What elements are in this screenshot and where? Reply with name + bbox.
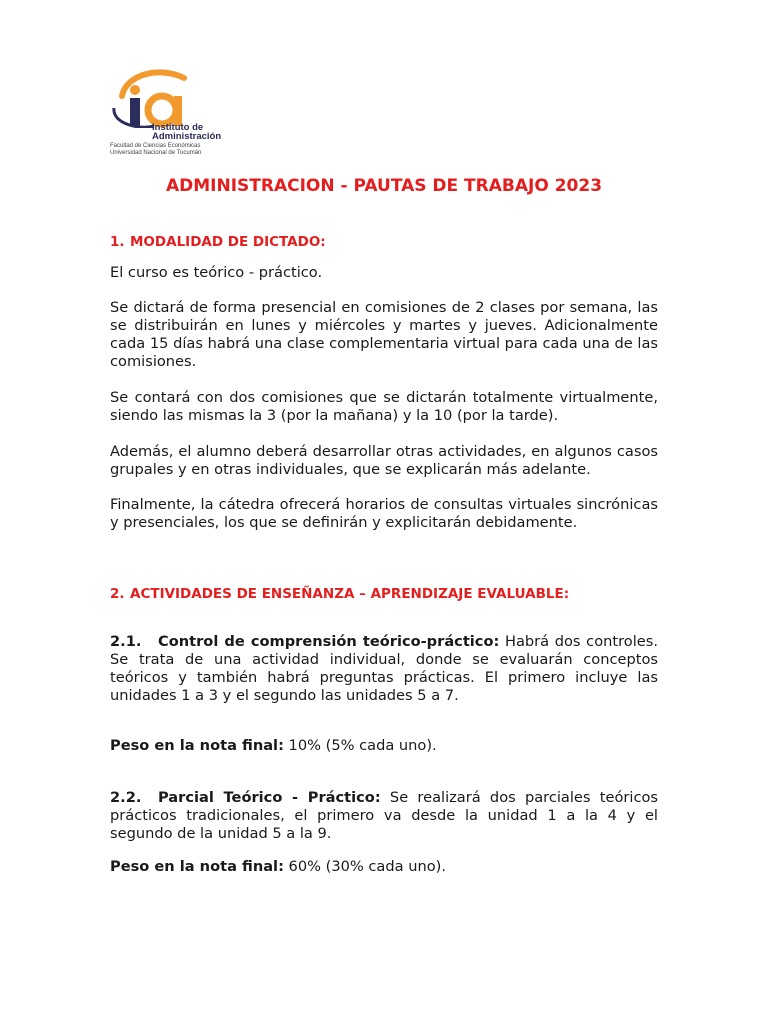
paragraph: El curso es teórico - práctico. [110, 264, 323, 281]
subsection-text: Habrá dos controles. Se trata de una actividad individual, donde se evaluarán conceptos teóricos y también habrá preguntas prácticas. El primero incluye las unidades 1 a 3 y el segundo las unidades 5 a 7. [110, 633, 658, 704]
subsection-number: 2.1. [110, 633, 142, 650]
subsection-2-2 [110, 789, 658, 843]
ia-logo-mark [110, 68, 190, 128]
section-1-title: MODALIDAD DE DICTADO: [130, 234, 326, 250]
institute-logo [110, 68, 230, 160]
logo-name-line2: Administración [152, 131, 222, 142]
subsection-label: Control de comprensión teórico-práctico: [158, 633, 500, 650]
weight-value: 60% (30% cada uno). [283, 858, 446, 875]
weight-line-2-2 [110, 858, 658, 876]
section-2-title: ACTIVIDADES DE ENSEÑANZA – APRENDIZAJE EVALUABLE: [130, 586, 570, 602]
weight-line-2-1 [110, 737, 658, 755]
subsection-label: Parcial Teórico - Práctico: [158, 789, 381, 806]
document-title: ADMINISTRACION - PAUTAS DE TRABAJO 2023 [165, 176, 603, 196]
weight-label: Peso en la nota final: [110, 858, 284, 875]
section-1-number: 1. [110, 234, 125, 250]
section-1-heading [110, 233, 326, 251]
logo-sub-line2: Universidad Nacional de Tucumán [110, 149, 202, 156]
paragraph: Finalmente, la cátedra ofrecerá horarios de consultas virtuales sincrónicas y presenciales, los que se definirán y explicitarán debidamente. [110, 496, 658, 531]
logo-institute-name [152, 123, 221, 141]
weight-label: Peso en la nota final: [110, 737, 284, 754]
paragraph: Además, el alumno deberá desarrollar otras actividades, en algunos casos grupales y en otras individuales, que se explicarán más adelante. [110, 443, 658, 478]
logo-name-line1: Instituto de [152, 122, 204, 133]
logo-subtitle [110, 143, 201, 156]
logo-sub-line1: Facultad de Ciencias Económicas [110, 143, 201, 149]
weight-value: 10% (5% cada uno). [283, 737, 437, 754]
paragraph: Se contará con dos comisiones que se dictarán totalmente virtualmente, siendo las mismas la 3 (por la mañana) y la 10 (por la tarde). [110, 389, 658, 424]
subsection-number: 2.2. [110, 789, 142, 806]
paragraph: Se dictará de forma presencial en comisiones de 2 clases por semana, las se distribuirán en lunes y miércoles y martes y jueves. Adicionalmente cada 15 días habrá una clase complementaria virtual para cada una de las comisiones. [110, 299, 658, 370]
section-2-heading [110, 585, 569, 603]
subsection-2-1 [110, 633, 658, 705]
section-2-number: 2. [110, 586, 125, 602]
subsection-text: Se realizará dos parciales teóricos prácticos tradicionales, el primero va desde la unidad 1 a la 4 y el segundo de la unidad 5 a la 9. [110, 789, 658, 842]
